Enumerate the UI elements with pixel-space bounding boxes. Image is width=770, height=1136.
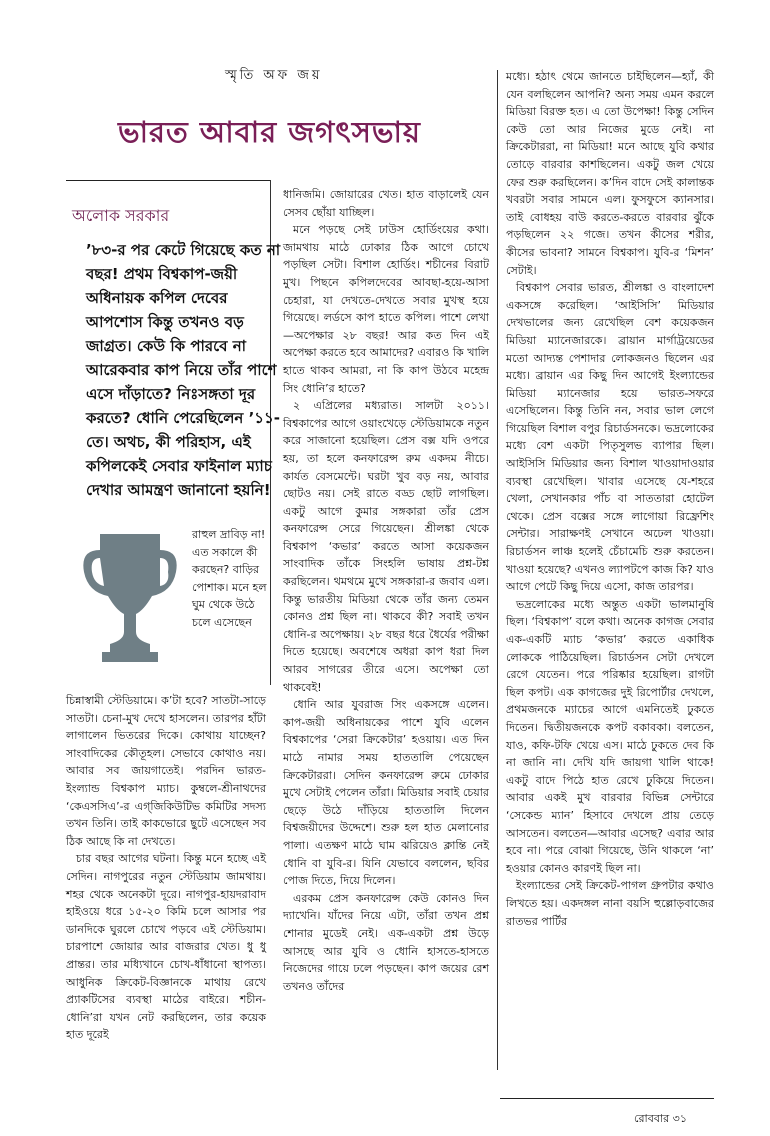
intro-paragraph: ’৮৩-র পর কেটে গিয়েছে কত না বছর! প্রথম বিশ্বকাপ-জয়ী অধিনায়ক কপিল দেবের আপশোস কিন্তু তখনও বড় জাগ্রত। কেউ কি পারবে না আরেকবার কাপ নিয়ে তাঁর পাশে এসে দাঁড়াতে? নিঃসঙ্গতা দূর করতে? ধোনি পেরেছিলেন ’১১-তে। অথচ, কী পরিহাস, এই কপিলকেই সেবার ফাইনাল ম্যাচ দেখার আমন্ত্রণ জানানো হয়নি! bbox=[86, 241, 281, 499]
paragraph: চার বছর আগের ঘটনা। কিন্তু মনে হচ্ছে এই সেদিন। নাগপুরের নতুন স্টেডিয়াম জামথায়। শহর থেকে অনেকটা দূরে। নাগপুর-হায়দরাবাদ হাইওয়ে ধরে ১৫-২০ কিমি চলে আসার পর ডানদিকে ঘুরলে চোখে পড়বে এই স্টেডিয়াম। চারপাশে জোয়ার আর বাজরার খেত। ধু ধু প্রান্তর। তার মধ্যিখানে চোখ-ধাঁধানো স্থাপত্য। আধুনিক ক্রিকেট-বিজ্ঞানকে মাথায় রেখে প্র্যাকটিসের ব্যবস্থা মাঠের বাইরে। শচীন-ধোনি’রা যখন নেট করছিলেন, তার কয়েক হাত দূরেই bbox=[66, 852, 266, 1042]
section-kicker: স্মৃতি অফ জয় bbox=[225, 68, 323, 83]
paragraph: বিশ্বকাপ সেবার ভারত, শ্রীলঙ্কা ও বাংলাদেশ একসঙ্গে করেছিল। ‘আইসিসি’ মিডিয়ার দেখভালের জন্য রেখেছিল বেশ কয়েকজন মিডিয়া ম্যানেজারকে। ব্রায়ান মার্গাট্রয়েডের মতো আদ্যন্ত পেশাদার লোকজনও ছিলেন এর মধ্যে। ব্রায়ান এর কিছু দিন আগেই ইংল্যান্ডের মিডিয়া ম্যানেজার হয়ে ভারত-সফরে এসেছিলেন। কিন্তু তিনি নন, সবার ভাল লেগে গিয়েছিল বিশাল বপুর রিচার্ডসনকে। ভদ্রলোকের মধ্যে বেশ একটা পিতৃসুলভ ব্যাপার ছিল। আইসিসি মিডিয়ার জন্য বিশাল খাওয়াদাওয়ার ব্যবস্থা রেখেছিল। খাবার এসেছে যে-শহরে খেলা, সেখানকার পাঁচ বা সাততারা হোটেল থেকে। প্রেস বক্সের সঙ্গে লাগোয়া রিফ্রেশিং সেন্টার। সারাক্ষণই সেখানে অঢেল খাওয়া। রিচার্ডসন লাঞ্চ হলেই চেঁচামেচি শুরু করতেন। খাওয়া হয়েছে? এখনও ল্যাপটপে কাজ কি? যাও আগে পেটে কিছু দিয়ে এসো, কাজ তারপর। bbox=[506, 281, 714, 594]
article-column-3 bbox=[506, 68, 714, 930]
headline-rule bbox=[66, 180, 270, 181]
paragraph: ২ এপ্রিলের মধ্যরাত। সালটা ২০১১। বিশ্বকাপের আগে ওয়াংখেড়ে স্টেডিয়ামকে নতুন করে সাজানো হয়েছিল। প্রেস বক্স যদি ওপরে হয়, তা হলে কনফারেন্স রুম একদম নীচে। কার্যত বেসমেন্টে। ঘরটা খুব বড় নয়, আবার ছোটও নয়। সেই রাতে বড্ড ছোট লাগছিল। একটু আগে কুমার সঙ্গকারা তাঁর প্রেস কনফারেন্স সেরে গিয়েছেন। শ্রীলঙ্কা থেকে বিশ্বকাপ ‘কভার’ করতে আসা কয়েকজন সাংবাদিক তাঁকে সিংহলি ভাষায় প্রশ্ন-টশ্ন করছিলেন। থমথমে মুখে সঙ্গকারা-র জবাব এল। কিন্তু ভারতীয় মিডিয়া থেকে তাঁর জন্য তেমন কোনও প্রশ্ন ছিল না। থাকবে কী? সবাই তখন ধোনি-র অপেক্ষায়। ২৮ বছর ধরে ধৈর্যের পরীক্ষা দিতে হয়েছে। অবশেষে অধরা কাপ ধরা দিল আরব সাগরের তীরে এসে। অপেক্ষা তো থাকবেই! bbox=[283, 399, 489, 694]
paragraph: চিন্নাস্বামী স্টেডিয়ামে। ক’টা হবে? সাতটা-সাড়ে সাতটা। চেনা-মুখ দেখে হাসলেন। তারপর হাঁটা লাগালেন ভিতরের দিকে। কোথায় যাচ্ছেন? সাংবাদিকের কৌতূহল। সেভাবে কোথাও নয়। আবার সব জায়গাতেই। পরদিন ভারত-ইংল্যান্ড বিশ্বকাপ ম্যাচ। কুম্বলে-শ্রীনাথদের ‘কেএসসিএ’-র এগ্‌জিকিউটিভ কমিটির সদস্য তখন তিনি। তাই কাকভোরে ছুটে এসেছেন সব ঠিক আছে কি না দেখতে। bbox=[66, 694, 266, 848]
article-column-2 bbox=[283, 186, 489, 995]
footer-rule bbox=[500, 1098, 714, 1099]
paragraph: ইংল্যান্ডের সেই ক্রিকেট-পাগল গ্রুপটার কথাও লিখতে হয়। একদঙ্গল নানা বয়সি হুল্লোড়বাজের রাতভর পার্টির bbox=[506, 879, 714, 928]
paragraph: এরকম প্রেস কনফারেন্স কেউ কোনও দিন দ্যাখেনি। যাঁদের নিয়ে এটা, তাঁরা তখন প্রশ্ন শোনার মুডেই নেই। এক-একটা প্রশ্ন উড়ে আসছে আর যুবি ও ধোনি হাসতে-হাসতে নিজেদের গায়ে ঢলে পড়ছেন। কাপ জয়ের রেশ তখনও তাঁদের bbox=[283, 891, 489, 993]
paragraph: মনে পড়ছে সেই ঢাউস হোর্ডিংয়ের কথা। জামথায় মাঠে ঢোকার ঠিক আগে চোখে পড়ছিল সেটা। বিশাল হোর্ডিং। শচীনের বিরাট মুখ। পিছনে কপিলদেবের আবছা-হয়ে-আসা চেহারা, যা দেখতে-দেখতে সবার মুখস্থ হয়ে গিয়েছে। লর্ডসে কাপ হাতে কপিল। পাশে লেখা—অপেক্ষার ২৮ বছর! আর কত দিন এই অপেক্ষা করতে হবে আমাদের? এবারও কি খালি হাতে থাকব আমরা, না কি কাপ উঠবে মহেন্দ্র সিং ধোনি’র হাতে? bbox=[283, 223, 489, 395]
page-title: ভারত আবার জগৎসভায় bbox=[118, 115, 421, 149]
trophy-icon bbox=[78, 528, 182, 668]
paragraph: মধ্যে। হঠাৎ থেমে জানতে চাইছিলেন—হ্যাঁ, কী যেন বলছিলেন আপনি? অন্য সময় এমন করলে মিডিয়া বিরক্ত হত। এ তো উপেক্ষা! কিন্তু সেদিন কেউ তো আর নিজের মুডে নেই। না ক্রিকেটাররা, না মিডিয়া! মনে আছে যুবি কথার তোড়ে বারবার কাশছিলেন। একটু জল খেয়ে ফের শুরু করছিলেন। ক’দিন বাদে সেই কালান্তক খবরটা সবার সামনে এল। ফুসফুসে ক্যানসার। তাই বোধহয় বাউ করতে-করতে বারবার ঝুঁকে পড়ছিলেন ২২ গজে। তখন কীসের শরীর, কীসের ভাবনা? সামনে বিশ্বকাপ। যুবি-র ‘মিশন’ সেটাই। bbox=[506, 70, 714, 277]
paragraph: ভদ্রলোকের মধ্যে অন্তুত একটা ভালমানুষি ছিল। ‘বিশ্বকাপ’ বলে কথা। অনেক কাগজ সেবার এক-একটি ম্যাচ ‘কভার’ করতে একাধিক লোককে পাঠিয়েছিল। রিচার্ডসন সেটা দেখলে রেগে যেতেন। পরে পরিষ্কার হয়েছিল। রাগটা ছিল কপট। এক কাগজের দুই রিপোর্টার দেখলে, প্রথমজনকে ম্যাচের আগে এমনিতেই ঢুকতে দিতেন। দ্বিতীয়জনকে কপট বকাবকা। বলতেন, যাও, কফি-টফি খেয়ে এস। মাঠে ঢুকতে দেব কি না জানি না। দেখি যদি জায়গা খালি থাকে! একটু বাদে পিঠে হাত রেখে ঢুকিয়ে দিতেন। আবার একই মুখ বারবার বিভিন্ন সেন্টারে ‘সেকেন্ড ম্যান’ হিসাবে দেখলে প্রায় তেড়ে আসতেন। বলতেন—আবার এসেছ? এবার আর হবে না। পরে বোঝা গিয়েছে, উনি থাকলে ‘না’ হওয়ার কোনও কারণই ছিল না। bbox=[506, 597, 714, 875]
caption-paragraph: রাহুল দ্রাবিড় না! এত সকালে কী করছেন? বাড়ির পোশাক। মনে হল ঘুম থেকে উঠে চলে এসেছেন bbox=[192, 528, 267, 629]
article-column-1 bbox=[66, 692, 266, 1044]
column-divider bbox=[497, 70, 498, 1070]
intro-text bbox=[86, 238, 282, 502]
paragraph: ধানিজমি। জোয়ারের খেত। হাত বাড়ালেই যেন সেসব ছোঁয়া যাচ্ছিল। bbox=[283, 188, 489, 219]
page-number: রোববার ৩১ bbox=[634, 1112, 687, 1125]
cup-caption bbox=[192, 526, 276, 632]
byline: অলোক সরকার bbox=[72, 206, 170, 225]
paragraph: ধোনি আর যুবরাজ সিং একসঙ্গে এলেন। কাপ-জয়ী অধিনায়কের পাশে যুবি এলেন বিশ্বকাপের ‘সেরা ক্রিকেটার’ হওয়ায়। এত দিন মাঠে নামার সময় হাততালি পেয়েছেন ক্রিকেটাররা। সেদিন কনফারেন্স রুমে ঢোকার মুখে সেটাই পেলেন তাঁরা। মিডিয়ার সবাই চেয়ার ছেড়ে উঠে দাঁড়িয়ে হাততালি দিলেন বিশ্বজয়ীদের উদ্দেশে। শুরু হল হাত মেলানোর পালা। এতক্ষণ মাঠে ঘাম ঝরিয়েও ক্লান্তি নেই ধোনি বা যুবি-র। যিনি যেভাবে বললেন, ছবির পোজ দিতে, দিয়ে দিলেন। bbox=[283, 698, 489, 888]
